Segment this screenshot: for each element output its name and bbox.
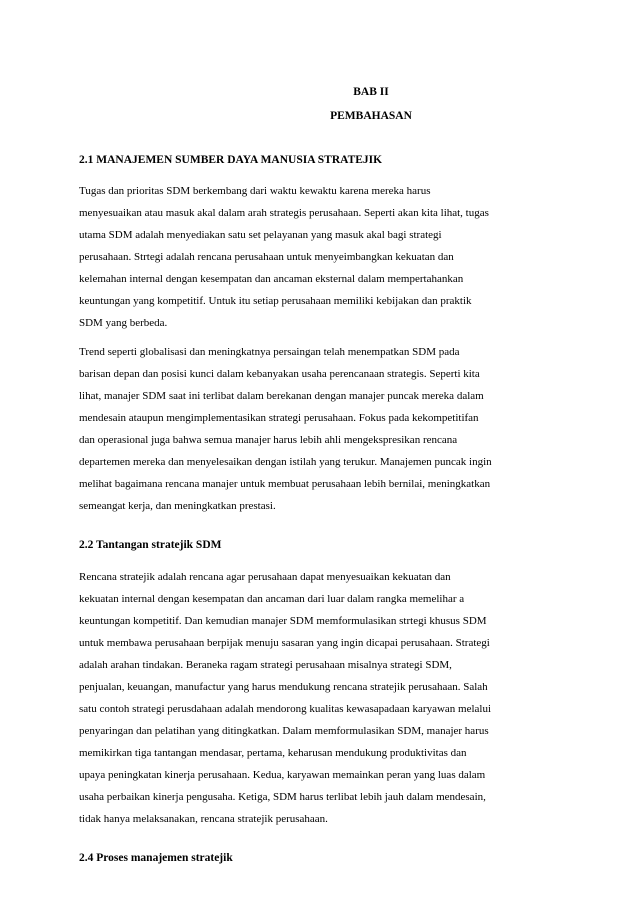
paragraph-line: keuntungan yang kompetitif. Untuk itu setiap perusahaan memiliki kebijakan dan praktik [79, 295, 472, 307]
paragraph-line: untuk membawa perusahaan berpijak menuju sasaran yang ingin dicapai perusahaan. Strategi [79, 637, 490, 649]
paragraph-line: menyesuaikan atau masuk akal dalam arah strategis perusahaan. Seperti akan kita lihat, tugas [79, 207, 489, 219]
section-heading-2-1: 2.1 MANAJEMEN SUMBER DAYA MANUSIA STRATEJIK [79, 154, 383, 166]
paragraph-line: kelemahan internal dengan kesempatan dan ancaman eksternal dalam mempertahankan [79, 273, 464, 285]
paragraph-trends [79, 341, 563, 517]
paragraph-line: keuntungan kompetitif. Dan kemudian manajer SDM memformulasikan strtegi khusus SDM [79, 615, 487, 627]
paragraph-line: Tugas dan prioritas SDM berkembang dari waktu kewaktu karena mereka harus [79, 185, 431, 197]
paragraph-line: semeangat kerja, dan meningkatkan prestasi. [79, 500, 276, 512]
paragraph-line: satu contoh strategi perusdahaan adalah mendorong kualitas kewasapadaan karyawan melalui [79, 703, 492, 715]
paragraph-line: Rencana stratejik adalah rencana agar perusahaan dapat menyesuaikan kekuatan dan [79, 571, 451, 583]
paragraph-strategic-plan [79, 566, 563, 830]
paragraph-line: dan operasional juga bahwa semua manajer harus lebih ahli mengekspresikan rencana [79, 434, 458, 446]
paragraph-line: mendesain ataupun mengimplementasikan strategi perusahaan. Fokus pada kekompetitifan [79, 412, 479, 424]
paragraph-line: perusahaan. Strtegi adalah rencana perusahaan untuk menyeimbangkan kekuatan dan [79, 251, 454, 263]
paragraph-hr-priorities [79, 180, 563, 334]
paragraph-line: lihat, manajer SDM saat ini terlibat dalam berekanan dengan manajer puncak mereka dalam [79, 390, 484, 402]
paragraph-line: memikirkan tiga tantangan mendasar, pertama, keharusan mendukung produktivitas dan [79, 747, 467, 759]
paragraph-line: Trend seperti globalisasi dan meningkatnya persaingan telah menempatkan SDM pada [79, 346, 460, 358]
paragraph-line: penjualan, keuangan, manufactur yang harus mendukung rencana stratejik perusahaan. Salah [79, 681, 488, 693]
paragraph-line: upaya peningkatan kinerja perusahaan. Kedua, karyawan memainkan peran yang luas dalam [79, 769, 486, 781]
paragraph-line: adalah arahan tindakan. Beraneka ragam strategi perusahaan misalnya strategi SDM, [79, 659, 452, 671]
section-heading-2-4: 2.4 Proses manajemen stratejik [79, 852, 233, 864]
section-heading-2-2: 2.2 Tantangan stratejik SDM [79, 539, 222, 551]
paragraph-line: departemen mereka dan menyelesaikan dengan istilah yang terukur. Manajemen puncak ingin [79, 456, 492, 468]
page-content [79, 86, 563, 865]
paragraph-line: barisan depan dan posisi kunci dalam kebanyakan usaha perencanaan strategis. Seperti kita [79, 368, 480, 380]
paragraph-line: tidak hanya melaksanakan, rencana stratejik perusahaan. [79, 813, 328, 825]
paragraph-line: kekuatan internal dengan kesempatan dan ancaman dari luar dalam rangka memelihar a [79, 593, 465, 605]
paragraph-line: SDM yang berbeda. [79, 317, 168, 329]
chapter-number: BAB II [353, 86, 389, 98]
paragraph-line: melihat bagaimana rencana manajer untuk membuat perusahaan lebih bernilai, meningkatkan [79, 478, 491, 490]
paragraph-line: usaha perbaikan kinerja pengusaha. Ketiga, SDM harus terlibat lebih jauh dalam mendesain, [79, 791, 486, 803]
paragraph-line: penyaringan dan pelatihan yang ditingkatkan. Dalam memformulasikan SDM, manajer harus [79, 725, 489, 737]
chapter-title: PEMBAHASAN [330, 110, 412, 122]
paragraph-line: utama SDM adalah menyediakan satu set pelayanan yang masuk akal bagi strategi [79, 229, 442, 241]
